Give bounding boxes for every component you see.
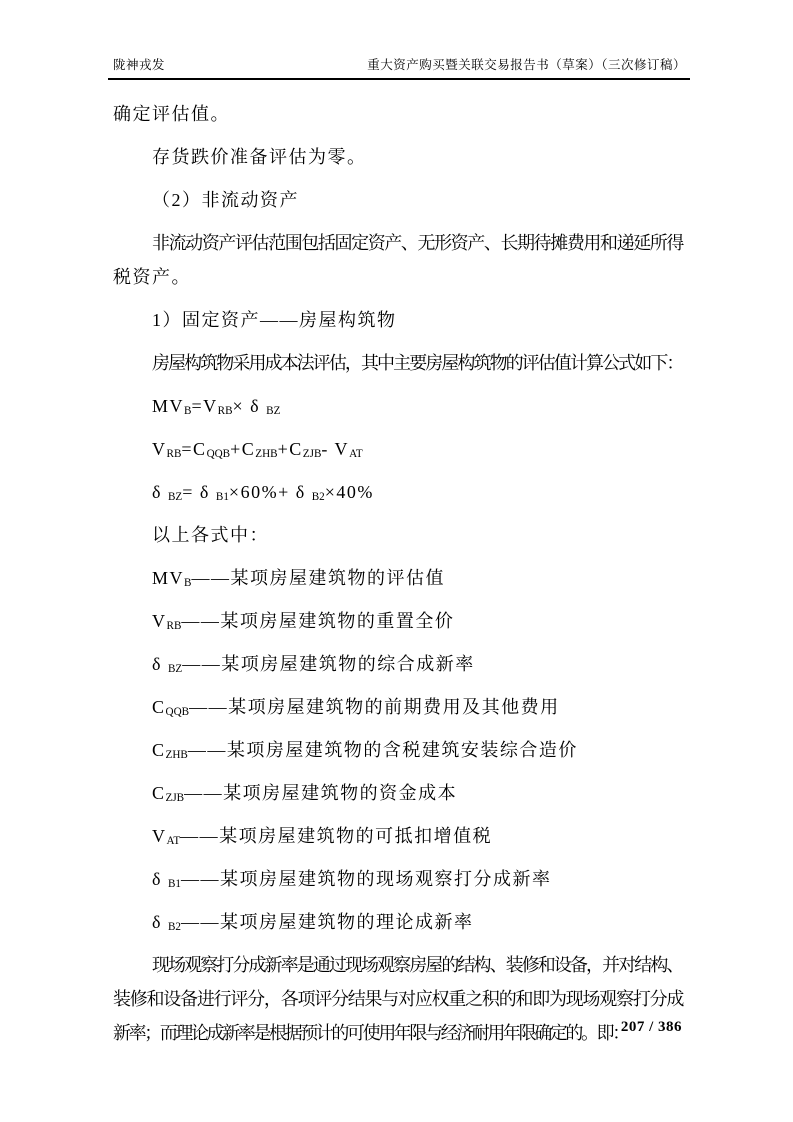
formula-line xyxy=(113,394,682,418)
para-line xyxy=(113,523,682,547)
text-run: ——某项房屋建筑物的资金成本 xyxy=(184,783,458,803)
text-run: 新率；而理论成新率是根据预计的可使用年限与经济耐用年限确定的。即： xyxy=(113,1023,628,1043)
text-run: ——某项房屋建筑物的综合成新率 xyxy=(182,654,475,674)
text-run: 房屋构筑物采用成本法评估，其中主要房屋构筑物的评估值计算公式如下： xyxy=(152,353,682,373)
definition-line xyxy=(113,867,682,891)
text-run: +C xyxy=(277,439,303,459)
header-right-title: 重大资产购买暨关联交易报告书（草案）（三次修订稿） xyxy=(367,58,686,72)
para-line xyxy=(113,953,682,977)
text-run: MV xyxy=(152,568,185,588)
formula-subscript: ZHB xyxy=(165,749,188,762)
formula-subscript: BZ xyxy=(167,491,183,504)
formula-subscript: AT xyxy=(349,448,363,461)
text-run: （2）非流动资产 xyxy=(152,190,299,210)
formula-line xyxy=(113,437,682,461)
text-run: V xyxy=(152,439,167,459)
text-run: C xyxy=(152,783,166,803)
text-run: C xyxy=(152,697,166,717)
formula-subscript: ZJB xyxy=(302,448,322,461)
text-run: =V xyxy=(191,396,218,416)
formula-subscript: RB xyxy=(166,620,182,633)
formula-subscript: AT xyxy=(166,835,181,848)
heading-line xyxy=(113,188,682,212)
formula-subscript: ZJB xyxy=(165,792,185,805)
formula-subscript: B1 xyxy=(215,491,229,504)
formula-subscript: BZ xyxy=(266,405,281,418)
text-run: 存货跌价准备评估为零。 xyxy=(152,147,367,167)
text-run: ——某项房屋建筑物的前期费用及其他费用 xyxy=(189,697,560,717)
text-run: - V xyxy=(321,439,350,459)
text-run: δ xyxy=(152,654,168,674)
formula-subscript: B1 xyxy=(167,878,182,891)
formula-subscript: B2 xyxy=(311,491,325,504)
formula-subscript: BZ xyxy=(167,663,183,676)
formula-subscript: QQB xyxy=(165,706,190,719)
para-line xyxy=(113,987,682,1011)
text-run: ×40% xyxy=(324,482,374,502)
text-run: MV xyxy=(152,396,185,416)
definition-line xyxy=(113,652,682,676)
definition-line xyxy=(113,566,682,590)
heading-line xyxy=(113,308,682,332)
definition-line xyxy=(113,695,682,719)
text-run: 非流动资产评估范围包括固定资产、无形资产、长期待摊费用和递延所得 xyxy=(152,233,682,253)
para-tail-line xyxy=(113,102,682,126)
text-run: V xyxy=(152,826,167,846)
definition-line xyxy=(113,781,682,805)
text-run: 1）固定资产——房屋构筑物 xyxy=(152,310,397,330)
text-run: δ xyxy=(152,912,168,932)
text-run: = δ xyxy=(182,482,216,502)
text-run: V xyxy=(152,611,167,631)
header-rule xyxy=(108,55,690,80)
text-run: 现场观察打分成新率是通过现场观察房屋的结构、装修和设备，并对结构、 xyxy=(152,955,682,975)
text-run: 以上各式中： xyxy=(152,525,269,545)
text-run: ——某项房屋建筑物的重置全价 xyxy=(181,611,455,631)
definition-line xyxy=(113,824,682,848)
text-run: C xyxy=(152,740,166,760)
text-run: ×60%+ δ xyxy=(228,482,312,502)
header-left-title: 陇神戎发 xyxy=(113,58,166,72)
text-run: 确定评估值。 xyxy=(113,104,230,124)
page-number: 207 / 386 xyxy=(620,1019,682,1035)
formula-line xyxy=(113,480,682,504)
text-run: ——某项房屋建筑物的可抵扣增值税 xyxy=(180,826,493,846)
formula-subscript: B xyxy=(184,405,192,418)
para-line xyxy=(113,351,682,375)
para-line xyxy=(113,145,682,169)
para-line xyxy=(113,231,682,255)
text-run: 税资产。 xyxy=(113,267,191,287)
formula-subscript: RB xyxy=(166,448,182,461)
formula-subscript: QQB xyxy=(206,448,231,461)
text-run: 装修和设备进行评分，各项评分结果与对应权重之积的和即为现场观察打分成 xyxy=(113,989,682,1009)
formula-subscript: RB xyxy=(217,405,233,418)
formula-subscript: B xyxy=(184,577,192,590)
para-tail-line xyxy=(113,1021,682,1045)
text-run: ——某项房屋建筑物的现场观察打分成新率 xyxy=(181,869,552,889)
formula-subscript: ZHB xyxy=(255,448,278,461)
text-run: ——某项房屋建筑物的理论成新率 xyxy=(181,912,474,932)
definition-line xyxy=(113,910,682,934)
para-tail-line xyxy=(113,265,682,289)
text-run: =C xyxy=(181,439,207,459)
definition-line xyxy=(113,738,682,762)
text-run: × δ xyxy=(232,396,267,416)
document-body xyxy=(0,80,793,1045)
definition-line xyxy=(113,609,682,633)
page-header xyxy=(0,0,793,80)
text-run: δ xyxy=(152,869,168,889)
text-run: ——某项房屋建筑物的评估值 xyxy=(191,568,445,588)
text-run: ——某项房屋建筑物的含税建筑安装综合造价 xyxy=(187,740,578,760)
formula-subscript: B2 xyxy=(167,921,182,934)
text-run: +C xyxy=(230,439,256,459)
text-run: δ xyxy=(152,482,168,502)
